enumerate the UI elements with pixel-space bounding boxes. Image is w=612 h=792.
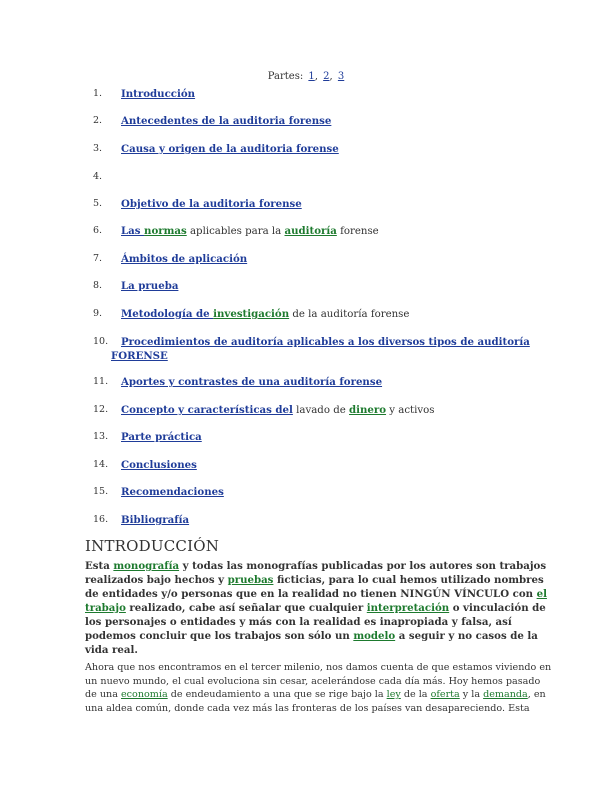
- toc-item-number: 15.: [93, 486, 109, 497]
- part-link-1[interactable]: 1: [308, 71, 315, 82]
- toc-link[interactable]: Procedimientos de auditoría aplicables a los diversos tipos de auditoría: [121, 336, 530, 348]
- toc-text: aplicables para la: [186, 226, 285, 237]
- toc-item-number: 6.: [93, 225, 103, 236]
- intro-disclaimer-paragraph: [85, 559, 547, 657]
- toc-text: de la auditoría forense: [289, 309, 410, 320]
- keyword-link[interactable]: demanda: [483, 689, 528, 701]
- toc-item-number: 1.: [93, 88, 103, 99]
- text-run: una aldea común, donde cada vez más las fronteras de los países van desapareciendo. Esta: [85, 702, 530, 714]
- keyword-link[interactable]: oferta: [430, 689, 460, 701]
- keyword-link[interactable]: investigación: [213, 308, 290, 320]
- keyword-link[interactable]: pruebas: [227, 574, 274, 586]
- text-run: realizados bajo hechos y: [85, 574, 228, 586]
- toc-item-text: [121, 485, 531, 500]
- section-heading: INTRODUCCIÓN: [85, 537, 220, 555]
- text-line: [85, 702, 531, 716]
- keyword-link[interactable]: trabajo: [85, 602, 126, 614]
- keyword-link[interactable]: economía: [121, 689, 168, 701]
- text-line: [85, 573, 544, 587]
- text-run: un nuevo mundo, el cual evoluciona sin cesar, acelerándose cada día más. Hoy hemos pasado: [85, 675, 541, 687]
- parts-label: Partes:: [267, 71, 304, 82]
- text-line: [85, 629, 538, 643]
- toc-item-number: 3.: [93, 143, 103, 154]
- toc-item-text: [121, 403, 531, 418]
- keyword-link[interactable]: ley: [386, 689, 401, 701]
- toc-text: lavado de: [292, 405, 349, 416]
- keyword-link[interactable]: normas: [144, 225, 187, 237]
- toc-link[interactable]: Introducción: [121, 88, 196, 100]
- toc-item-text: [121, 335, 531, 350]
- toc-item-number: 4.: [93, 171, 103, 182]
- text-run: , en: [527, 689, 546, 701]
- toc-item-number: 16.: [93, 514, 109, 525]
- keyword-link[interactable]: monografía: [113, 560, 180, 572]
- toc-item-number: 8.: [93, 280, 103, 291]
- keyword-link[interactable]: auditoría: [284, 225, 337, 237]
- text-line: [85, 643, 525, 657]
- toc-item-text: [121, 252, 531, 267]
- toc-item-text: [121, 430, 531, 445]
- toc-text: forense: [336, 226, 379, 237]
- keyword-link[interactable]: el: [536, 588, 547, 600]
- toc-item-number: 5.: [93, 198, 103, 209]
- toc-item-number: 11.: [93, 376, 109, 387]
- text-run: realizado, cabe así señalar que cualquier: [125, 602, 367, 614]
- toc-item-number: 14.: [93, 459, 109, 470]
- toc-link[interactable]: Conclusiones: [121, 459, 197, 471]
- toc-item-number: 12.: [93, 404, 109, 415]
- toc-item-number: 2.: [93, 115, 103, 126]
- keyword-link[interactable]: dinero: [349, 404, 387, 416]
- text-run: de entidades y/o personas que en la realidad no tienen NINGÚN VÍNCULO con: [85, 588, 537, 600]
- text-line: [85, 559, 547, 573]
- toc-link[interactable]: Aportes y contrastes de una auditoría forense: [121, 376, 383, 388]
- part-link-2[interactable]: 2: [323, 71, 330, 82]
- toc-item-text: [121, 279, 531, 294]
- text-line: [85, 675, 541, 689]
- text-run: podemos concluir que los trabajos son sólo un: [85, 630, 354, 642]
- text-run: de endeudamiento a una que se rige bajo la: [167, 689, 387, 701]
- text-run: ficticias, para lo cual hemos utilizado nombres: [273, 574, 544, 586]
- toc-item-text: [121, 87, 531, 102]
- toc-item-text: [121, 458, 531, 473]
- toc-item-text: [121, 513, 531, 528]
- toc-link[interactable]: Parte práctica: [121, 431, 202, 443]
- text-run: vida real.: [85, 644, 138, 656]
- toc-link[interactable]: Recomendaciones: [121, 486, 224, 498]
- text-line: [85, 688, 546, 702]
- keyword-link[interactable]: modelo: [353, 630, 396, 642]
- text-run: y todas las monografías publicadas por los autores son trabajos: [179, 560, 547, 572]
- toc-text: y activos: [386, 405, 435, 416]
- toc-link-continuation[interactable]: FORENSE: [111, 350, 168, 362]
- toc-link[interactable]: Antecedentes de la auditoria forense: [121, 115, 332, 127]
- toc-link[interactable]: Bibliografía: [121, 514, 190, 526]
- text-run: y la: [459, 689, 484, 701]
- toc-item-text: [121, 375, 531, 390]
- text-run: Ahora que nos encontramos en el tercer milenio, nos damos cuenta de que estamos viviendo en: [85, 662, 552, 673]
- toc-item-text: [121, 224, 531, 239]
- parts-nav: Partes: 1, 2, 3: [267, 71, 345, 82]
- text-run: o vinculación de: [449, 602, 546, 614]
- toc-item-text: [121, 307, 531, 322]
- text-line: [85, 601, 546, 615]
- toc-item-text: [121, 142, 531, 157]
- toc-link[interactable]: Concepto y características del: [121, 404, 293, 416]
- toc-link[interactable]: Causa y origen de la auditoria forense: [121, 143, 339, 155]
- text-line: [85, 587, 547, 601]
- text-run: los personajes o entidades y más con la realidad es inapropiada y falsa, así: [85, 616, 512, 628]
- text-run: Esta: [85, 560, 114, 572]
- toc-item-number: 10.: [93, 336, 109, 347]
- text-line: [85, 615, 525, 629]
- toc-item-number: 13.: [93, 431, 109, 442]
- text-run: de una: [85, 689, 121, 701]
- toc-link[interactable]: Objetivo de la auditoria forense: [121, 198, 302, 210]
- toc-item-number: 7.: [93, 253, 103, 264]
- toc-item-text: [121, 197, 531, 212]
- text-run: a seguir y no casos de la: [395, 630, 538, 642]
- toc-item-text: [121, 114, 531, 129]
- toc-link[interactable]: La prueba: [121, 280, 179, 292]
- text-run: de la: [400, 689, 431, 701]
- text-line: [85, 661, 552, 675]
- part-link-3[interactable]: 3: [337, 71, 345, 82]
- intro-paragraph: [85, 661, 552, 715]
- toc-link[interactable]: Las: [121, 225, 145, 237]
- keyword-link[interactable]: interpretación: [366, 602, 450, 614]
- toc-link[interactable]: Ámbitos de aplicación: [121, 253, 248, 265]
- toc-item-number: 9.: [93, 308, 103, 319]
- toc-link[interactable]: Metodología de: [121, 308, 214, 320]
